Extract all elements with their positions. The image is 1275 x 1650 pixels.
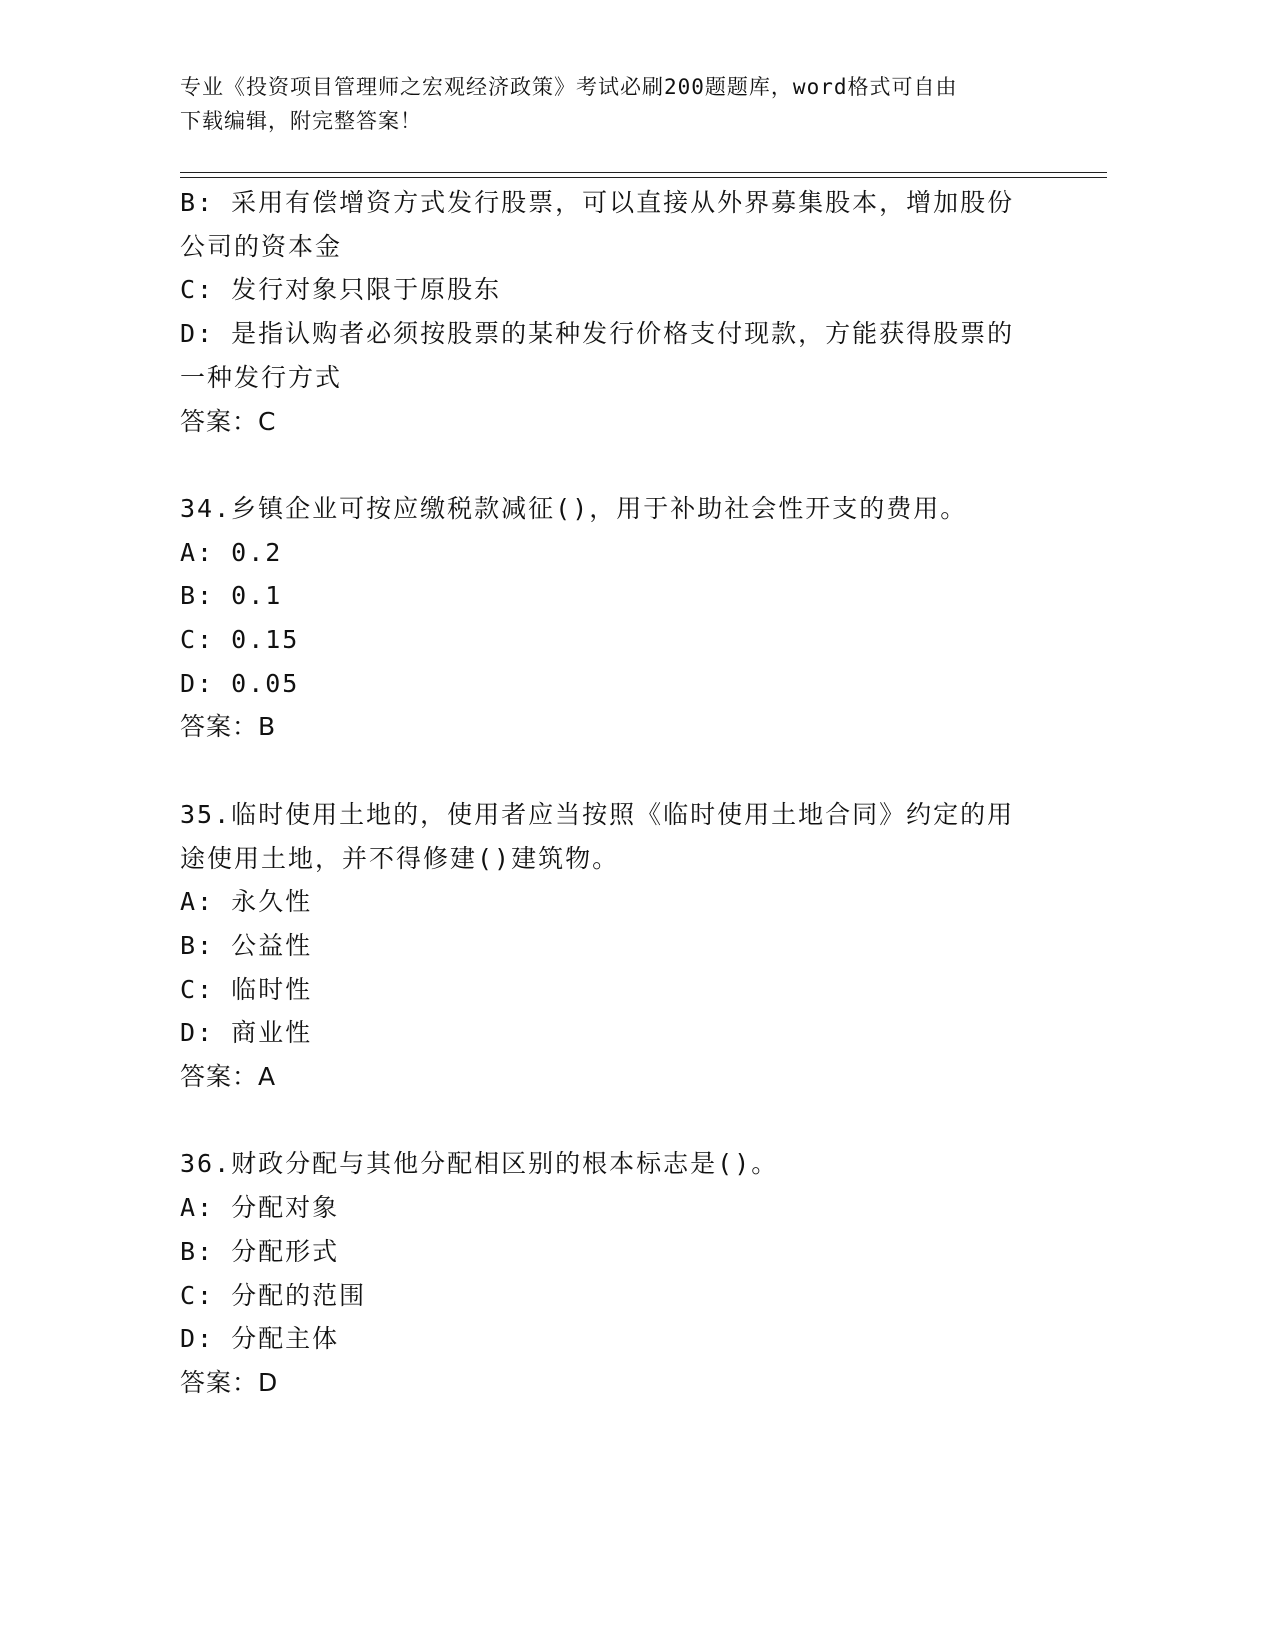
question-stem-line-2: 途使用土地，并不得修建()建筑物。 — [180, 843, 620, 873]
answer: 答案：C — [180, 406, 277, 436]
option-b: B: 0.1 — [180, 581, 283, 611]
option-c: C: 发行对象只限于原股东 — [180, 275, 502, 305]
document-header — [180, 70, 1040, 138]
option-a: A: 0.2 — [180, 537, 283, 567]
option-d: D: 0.05 — [180, 668, 300, 698]
option-d: D: 商业性 — [180, 1018, 313, 1048]
answer: 答案：A — [180, 1062, 277, 1092]
header-line-1: 专业《投资项目管理师之宏观经济政策》考试必刷200题题库，word格式可自由 — [180, 75, 958, 99]
option-c: C: 0.15 — [180, 625, 300, 655]
header-divider-top — [180, 172, 1107, 173]
option-d-line-2: 一种发行方式 — [180, 362, 343, 392]
option-c: C: 临时性 — [180, 974, 313, 1004]
option-d-line-1: D: 是指认购者必须按股票的某种发行价格支付现款，方能获得股票的 — [180, 319, 1015, 349]
option-c: C: 分配的范围 — [180, 1280, 367, 1310]
option-a: A: 永久性 — [180, 887, 313, 917]
option-a: A: 分配对象 — [180, 1193, 340, 1223]
option-b: B: 分配形式 — [180, 1236, 340, 1266]
header-line-2: 下载编辑，附完整答案！ — [180, 109, 422, 133]
option-b: B: 公益性 — [180, 930, 313, 960]
answer: 答案：B — [180, 712, 277, 742]
answer: 答案：D — [180, 1367, 279, 1397]
question-stem: 36.财政分配与其他分配相区别的根本标志是()。 — [180, 1149, 779, 1179]
question-block-34 — [180, 487, 1040, 749]
option-b-line-2: 公司的资本金 — [180, 231, 343, 261]
question-block-36 — [180, 1142, 1040, 1404]
option-b-line-1: B: 采用有偿增资方式发行股票，可以直接从外界募集股本，增加股份 — [180, 188, 1015, 217]
question-stem: 34.乡镇企业可按应缴税款减征()，用于补助社会性开支的费用。 — [180, 493, 968, 523]
header-divider-bottom — [180, 177, 1107, 178]
question-block-35 — [180, 793, 1040, 1099]
document-body — [180, 181, 1040, 1405]
option-d: D: 分配主体 — [180, 1324, 340, 1354]
question-block-33 — [180, 181, 1040, 443]
question-stem-line-1: 35.临时使用土地的，使用者应当按照《临时使用土地合同》约定的用 — [180, 799, 1015, 829]
